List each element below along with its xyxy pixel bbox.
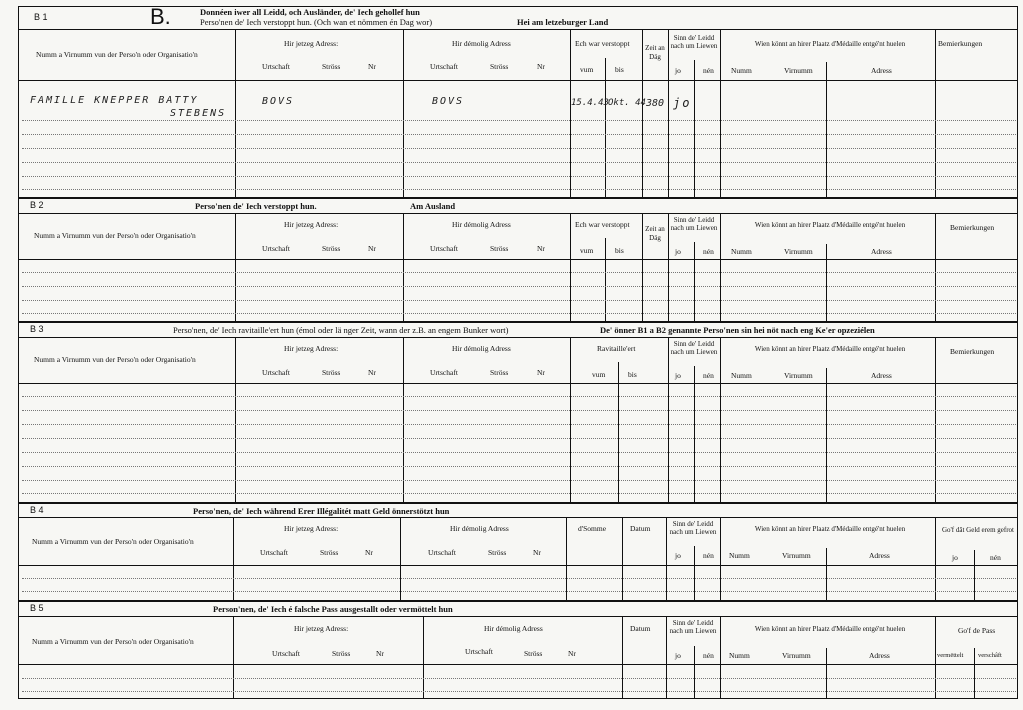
row-line <box>22 176 1016 177</box>
col-yes: jo <box>675 247 681 256</box>
col-medal-name: Numm <box>731 247 752 256</box>
col-nr: Nr <box>376 649 384 658</box>
col-name: Numm a Virnumm vun der Perso'n oder Organisatio'n <box>34 231 196 240</box>
row-line <box>22 396 1016 397</box>
col-current-address: Hir jetzeg Adress: <box>284 524 339 533</box>
b5-header-bottom <box>18 664 1018 665</box>
section-title-b5: Person'nen, de' Iech é falsche Pass ausgestallt oder vermöttelt hun <box>213 604 453 614</box>
row-line <box>22 493 1016 494</box>
col-pass-created: verschâft <box>978 652 1002 659</box>
b5-col <box>233 616 234 699</box>
col-street: Ströss <box>490 244 509 253</box>
b1-subcol <box>605 58 606 198</box>
row-line <box>22 424 1016 425</box>
col-town: Urtschaft <box>262 62 290 71</box>
col-town: Urtschaft <box>465 647 493 656</box>
col-medal-name: Numm <box>729 651 750 660</box>
b4-subcol <box>826 548 827 601</box>
col-nr: Nr <box>533 548 541 557</box>
col-street: Ströss <box>488 548 507 557</box>
col-medal-addr: Adress <box>871 371 892 380</box>
col-alive: Sinn de' Leidd nach um Liewen <box>670 34 718 51</box>
col-current-address: Hir jetzeg Adress: <box>294 624 349 633</box>
col-pass-returned: vermëttelt <box>937 652 964 659</box>
b3-col <box>935 337 936 503</box>
b1-col <box>720 29 721 198</box>
col-time: Zeit an Däg <box>645 225 665 242</box>
section-title2-b3: De' önner B1 a B2 genannte Perso'nen sin hei nöt nach eng Ke'er opzeziélen <box>600 325 875 335</box>
header-line1: Donnéen iwer all Leidd, och Ausländer, de' Iech gehollef hun <box>200 7 420 17</box>
b4-col <box>720 517 721 601</box>
col-remarks: Bemierkungen <box>950 347 995 356</box>
col-town: Urtschaft <box>430 62 458 71</box>
col-from: vum <box>580 246 594 255</box>
row-line <box>22 162 1016 163</box>
section-code-b5: B 5 <box>30 603 44 613</box>
entry-from: 15.4.43 <box>571 98 609 108</box>
b5-col <box>935 616 936 699</box>
b2-col <box>235 213 236 322</box>
col-yes: jo <box>952 553 958 562</box>
col-street: Ströss <box>320 548 339 557</box>
section-where-b2: Am Ausland <box>410 201 456 211</box>
row-line <box>22 691 1016 692</box>
row-line <box>22 286 1016 287</box>
b3-subcol <box>694 366 695 503</box>
col-former-address: Hir démolig Adress <box>450 524 509 533</box>
col-no: nén <box>703 551 714 560</box>
row-line <box>22 678 1016 679</box>
col-no: nén <box>703 66 714 75</box>
row-line <box>22 189 1016 190</box>
col-remarks: Bemierkungen <box>938 39 983 48</box>
entry-alive: jo <box>673 96 692 110</box>
b4-col <box>935 517 936 601</box>
col-no: nén <box>703 651 714 660</box>
col-yes: jo <box>675 371 681 380</box>
col-town: Urtschaft <box>428 548 456 557</box>
col-name: Numm a Virnumm vun der Perso'n oder Organisatio'n <box>32 637 194 646</box>
col-medal-first: Virnumm <box>784 66 813 75</box>
row-line <box>22 591 1016 592</box>
b1-header-bottom <box>18 80 1018 81</box>
b1-header-top <box>18 29 1018 30</box>
b5-col <box>423 616 424 699</box>
section-code-b4: B 4 <box>30 505 44 515</box>
b3-col <box>570 337 571 503</box>
col-alive: Sinn de' Leidd nach um Liewen <box>669 619 717 636</box>
col-medal-addr: Adress <box>869 551 890 560</box>
col-street: Ströss <box>524 649 543 658</box>
col-former-address: Hir démolig Adress <box>484 624 543 633</box>
b5-col <box>720 616 721 699</box>
col-street: Ströss <box>322 368 341 377</box>
col-medal-name: Numm <box>731 371 752 380</box>
col-to: bis <box>615 246 624 255</box>
col-alive: Sinn de' Leidd nach um Liewen <box>670 216 718 233</box>
col-medal-addr: Adress <box>869 651 890 660</box>
col-street: Ströss <box>322 244 341 253</box>
b1-col <box>570 29 571 198</box>
section-b2 <box>18 198 1018 322</box>
col-to: bis <box>615 65 624 74</box>
col-town: Urtschaft <box>262 368 290 377</box>
col-name: Numm a Virnumm vun der Perso'n oder Organisatio'n <box>36 50 198 59</box>
section-title-b3: Perso'nen, de' Iech ravitaille'ert hun (émol oder lä nger Zeit, wann der z.B. an engem Bunker wort) <box>173 325 509 335</box>
col-date: Datum <box>630 624 651 633</box>
col-medal-first: Virnumm <box>782 551 811 560</box>
b3-col <box>403 337 404 503</box>
entry-to: Okt. 44 <box>608 98 646 108</box>
col-medal-name: Numm <box>731 66 752 75</box>
col-ravitailled: Ravitaille'ert <box>597 344 636 353</box>
header-line2b: Hei am letzeburger Land <box>517 17 609 27</box>
col-medal: Wien könnt an hirer Plaatz d'Médaille entgé'nt huelen <box>754 345 906 353</box>
col-medal-addr: Adress <box>871 247 892 256</box>
b1-subcol <box>694 60 695 198</box>
b4-header-top <box>18 517 1018 518</box>
col-sum: d'Somme <box>578 524 607 533</box>
section-code-b1: B 1 <box>34 12 48 22</box>
col-yes: jo <box>675 651 681 660</box>
b3-col <box>720 337 721 503</box>
col-nr: Nr <box>537 368 545 377</box>
col-town: Urtschaft <box>260 548 288 557</box>
entry-days: 380 <box>646 98 665 109</box>
b4-col <box>400 517 401 601</box>
header-line2: Perso'nen de' Iech verstoppt hun. (Och wan et nömmen én Dag wor) <box>200 17 433 27</box>
col-former-address: Hir démolig Adress <box>452 39 511 48</box>
col-medal: Wien könnt an hirer Plaatz d'Médaille entgé'nt huelen <box>754 221 906 229</box>
b3-subcol <box>618 362 619 503</box>
col-medal-first: Virnumm <box>784 247 813 256</box>
col-medal-name: Numm <box>729 551 750 560</box>
col-medal: Wien könnt an hirer Plaatz d'Médaille entgé'nt huelen <box>754 625 906 633</box>
b2-header-top <box>18 213 1018 214</box>
b4-col <box>566 517 567 601</box>
col-town: Urtschaft <box>272 649 300 658</box>
col-hidden: Ech war verstoppt <box>575 220 630 229</box>
col-street: Ströss <box>490 62 509 71</box>
col-date: Datum <box>630 524 651 533</box>
b3-header-top <box>18 337 1018 338</box>
col-pass: Go'f de Pass <box>958 626 996 635</box>
col-medal-first: Virnumm <box>784 371 813 380</box>
b2-subcol <box>694 242 695 322</box>
col-name: Numm a Virnumm vun der Perso'n oder Organisatio'n <box>32 537 194 546</box>
row-line <box>22 313 1016 314</box>
row-line <box>22 272 1016 273</box>
col-current-address: Hir jetzeg Adress: <box>284 39 339 48</box>
col-name: Numm a Virnumm vun der Perso'n oder Organisatio'n <box>34 355 196 364</box>
row-line <box>22 438 1016 439</box>
b4-col <box>622 517 623 601</box>
col-current-address: Hir jetzeg Adress: <box>284 344 339 353</box>
col-from: vum <box>592 370 606 379</box>
row-line <box>22 120 1016 121</box>
col-alive: Sinn de' Leidd nach um Liewen <box>670 340 718 357</box>
b2-col <box>403 213 404 322</box>
row-line <box>22 480 1016 481</box>
b3-subcol <box>826 368 827 503</box>
entry-former-town: BOVS <box>432 96 465 107</box>
col-street: Ströss <box>322 62 341 71</box>
section-code-b3: B 3 <box>30 324 44 334</box>
col-nr: Nr <box>537 244 545 253</box>
b3-header-bottom <box>18 383 1018 384</box>
b2-subcol <box>605 238 606 322</box>
row-line <box>22 466 1016 467</box>
b4-col <box>233 517 234 601</box>
b4-subcol <box>974 550 975 601</box>
col-nr: Nr <box>568 649 576 658</box>
col-yes: jo <box>675 551 681 560</box>
b1-col <box>403 29 404 198</box>
b3-col <box>668 337 669 503</box>
col-former-address: Hir démolig Adress <box>452 344 511 353</box>
col-town: Urtschaft <box>262 244 290 253</box>
col-nr: Nr <box>368 244 376 253</box>
row-line <box>22 452 1016 453</box>
col-town: Urtschaft <box>430 368 458 377</box>
b2-subcol <box>826 244 827 322</box>
entry-name-line2: STEBENS <box>170 108 227 119</box>
b2-col <box>570 213 571 322</box>
form-letter: B. <box>150 4 171 29</box>
col-medal-addr: Adress <box>871 66 892 75</box>
col-former-address: Hir démolig Adress <box>452 220 511 229</box>
b4-header-bottom <box>18 565 1018 566</box>
col-from: vum <box>580 65 594 74</box>
b1-subcol <box>826 62 827 198</box>
col-no: nén <box>703 371 714 380</box>
row-line <box>22 300 1016 301</box>
b2-header-bottom <box>18 259 1018 260</box>
col-no: nén <box>703 247 714 256</box>
section-code-b2: B 2 <box>30 200 44 210</box>
entry-name-line1: FAMILLE KNEPPER BATTY <box>30 95 199 106</box>
b5-header-top <box>18 616 1018 617</box>
row-line <box>22 578 1016 579</box>
col-medal: Wien könnt an hirer Plaatz d'Médaille entgé'nt huelen <box>754 40 906 48</box>
b1-col <box>235 29 236 198</box>
b5-col <box>622 616 623 699</box>
section-title-b2: Perso'nen de' Iech verstoppt hun. <box>195 201 317 211</box>
col-medal-first: Virnumm <box>782 651 811 660</box>
row-line <box>22 410 1016 411</box>
col-nr: Nr <box>368 62 376 71</box>
col-time: Zeit an Däg <box>645 44 665 61</box>
col-nr: Nr <box>365 548 373 557</box>
col-nr: Nr <box>368 368 376 377</box>
section-title-b4: Perso'nen, de' Iech während Erer Illégalitét matt Geld önnerstötzt hun <box>193 506 450 516</box>
col-no: nén <box>990 553 1001 562</box>
col-current-address: Hir jetzeg Adress: <box>284 220 339 229</box>
col-street: Ströss <box>490 368 509 377</box>
b1-col <box>935 29 936 198</box>
row-line <box>22 148 1016 149</box>
col-money-back: Go'f dât Geld erem gefrot <box>941 526 1014 534</box>
b4-subcol <box>694 546 695 601</box>
col-remarks: Bemierkungen <box>950 223 995 232</box>
col-alive: Sinn de' Leidd nach um Liewen <box>669 520 717 537</box>
col-to: bis <box>628 370 637 379</box>
col-town: Urtschaft <box>430 244 458 253</box>
col-medal: Wien könnt an hirer Plaatz d'Médaille entgé'nt huelen <box>754 525 906 533</box>
col-nr: Nr <box>537 62 545 71</box>
row-line <box>22 134 1016 135</box>
col-yes: jo <box>675 66 681 75</box>
entry-current-town: BOVS <box>262 96 295 107</box>
b3-col <box>235 337 236 503</box>
b2-col <box>935 213 936 322</box>
col-hidden: Ech war verstoppt <box>575 39 630 48</box>
b2-col <box>720 213 721 322</box>
col-street: Ströss <box>332 649 351 658</box>
b1-col <box>668 29 669 198</box>
